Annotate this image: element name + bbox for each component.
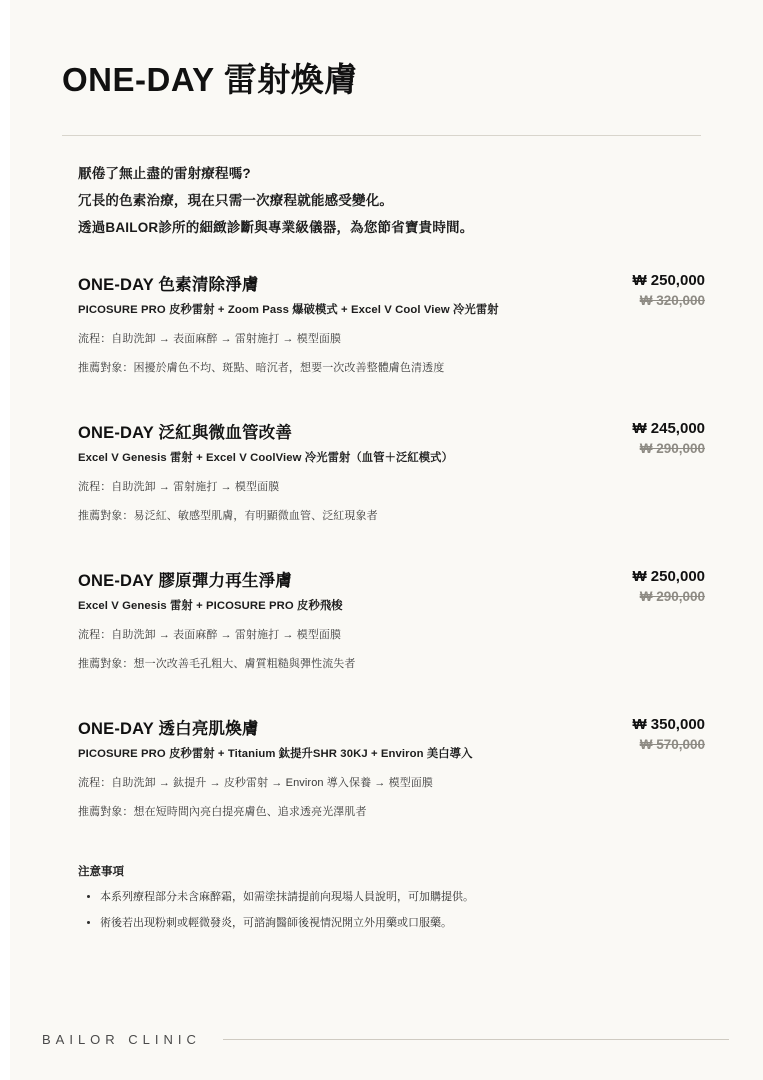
package-devices: Excel V Genesis 雷射 + PICOSURE PRO 皮秒飛梭 (78, 600, 343, 612)
package-header (78, 567, 705, 613)
page-left-edge (0, 0, 10, 1080)
package-devices: Excel V Genesis 雷射 + Excel V CoolView 冷光雷射（血管＋泛紅模式） (78, 452, 453, 464)
package-process: 流程：自助洗卸 → 鈦提升 → 皮秒雷射 → Environ 導入保養 → 模型面膜 (78, 777, 434, 789)
package-devices: PICOSURE PRO 皮秒雷射 + Titanium 鈦提升SHR 30KJ + Environ 美白導入 (78, 748, 473, 760)
package-price-current: ₩ 350,000 (632, 716, 705, 733)
package-header (78, 271, 705, 317)
note-item: • 術後若出现粉刺或輕微發炎，可諮詢醫師後視情況開立外用藥或口服藥。 (100, 915, 705, 932)
intro-block (78, 160, 705, 241)
intro-line: 透過BAILOR診所的細緻診斷與專業級儀器，為您節省寶貴時間。 (78, 220, 474, 235)
package-target: 推薦對象：易泛紅、敏感型肌膚，有明顯微血管、泛紅現象者 (78, 510, 378, 522)
package-process: 流程：自助洗卸 → 表面麻醉 → 雷射施打 → 模型面膜 (78, 629, 342, 641)
package-item (58, 271, 705, 375)
package-header (78, 419, 705, 465)
brand-name: BAILOR CLINIC (42, 1031, 201, 1047)
package-item (58, 715, 705, 819)
package-prices (601, 567, 705, 604)
footer-divider (223, 1039, 729, 1040)
package-info (78, 567, 601, 613)
intro-line: 冗長的色素治療，現在只需一次療程就能感受變化。 (78, 193, 394, 208)
package-prices (601, 271, 705, 308)
package-name: ONE-DAY 色素清除淨膚 (78, 276, 259, 294)
package-list (58, 271, 705, 819)
note-item: • 本系列療程部分未含麻醉霜，如需塗抹請提前向現場人員說明，可加購提供。 (100, 889, 705, 906)
package-item (58, 419, 705, 523)
package-target: 推薦對象：困擾於膚色不均、斑點、暗沉者，想要一次改善整體膚色清透度 (78, 362, 445, 374)
package-target: 推薦對象：想在短時間內亮白提亮膚色、追求透亮光澤肌者 (78, 806, 367, 818)
package-process: 流程：自助洗卸 → 雷射施打 → 模型面膜 (78, 481, 280, 493)
package-name: ONE-DAY 膠原彈力再生淨膚 (78, 572, 293, 590)
package-price-original: ₩ 290,000 (639, 589, 705, 604)
package-price-original: ₩ 570,000 (639, 737, 705, 752)
notes-list (78, 889, 705, 931)
package-process: 流程：自助洗卸 → 表面麻醉 → 雷射施打 → 模型面膜 (78, 333, 342, 345)
notes-block (78, 863, 705, 931)
package-name: ONE-DAY 透白亮肌煥膚 (78, 720, 259, 738)
package-item (58, 567, 705, 671)
package-price-current: ₩ 250,000 (632, 272, 705, 289)
package-price-original: ₩ 290,000 (639, 441, 705, 456)
package-target: 推薦對象：想一次改善毛孔粗大、膚質粗糙與彈性流失者 (78, 658, 356, 670)
package-name: ONE-DAY 泛紅與微血管改善 (78, 424, 293, 442)
title-divider (62, 135, 701, 136)
intro-line: 厭倦了無止盡的雷射療程嗎? (78, 166, 251, 181)
page-footer (0, 1026, 763, 1052)
package-info (78, 715, 601, 761)
package-prices (601, 715, 705, 752)
page-title: ONE-DAY 雷射煥膚 (62, 61, 358, 98)
notes-title: 注意事項 (78, 866, 124, 878)
package-devices: PICOSURE PRO 皮秒雷射 + Zoom Pass 爆破模式 + Excel V Cool View 冷光雷射 (78, 304, 499, 316)
package-info (78, 419, 601, 465)
package-header (78, 715, 705, 761)
package-info (78, 271, 601, 317)
package-prices (601, 419, 705, 456)
package-price-current: ₩ 250,000 (632, 568, 705, 585)
package-price-current: ₩ 245,000 (632, 420, 705, 437)
package-price-original: ₩ 320,000 (639, 293, 705, 308)
